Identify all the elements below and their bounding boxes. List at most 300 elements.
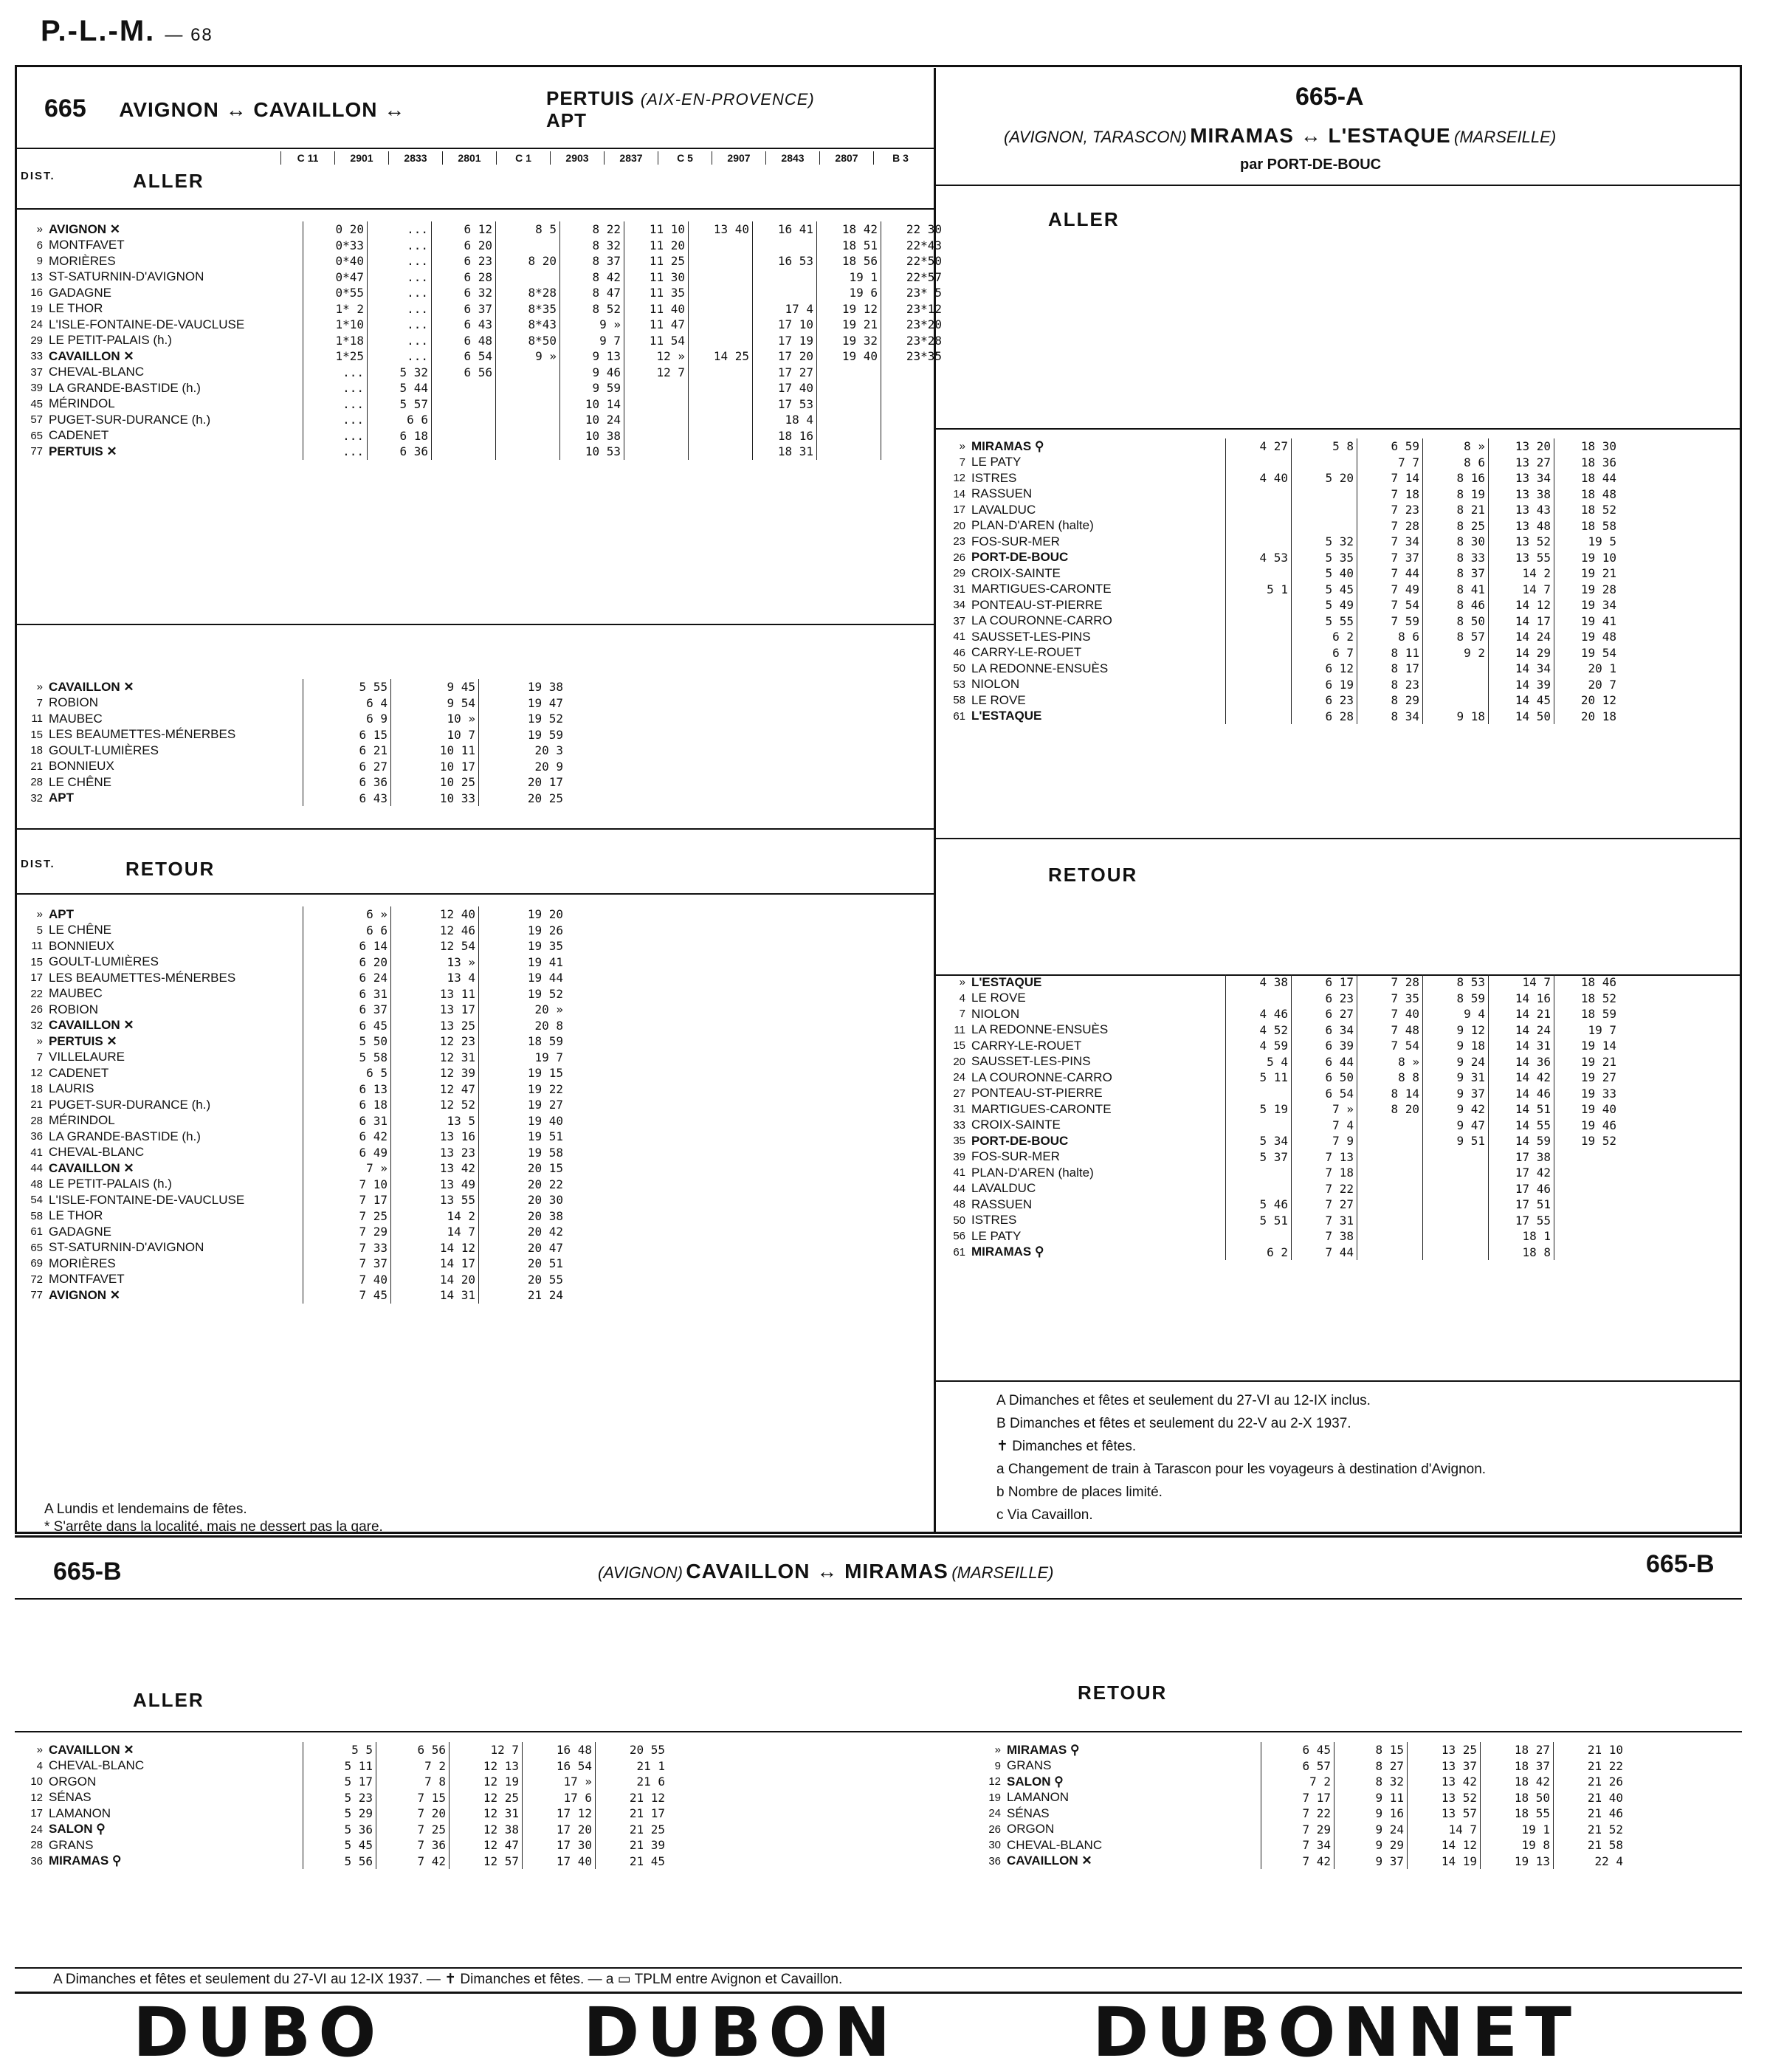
t665a-retour-table — [939, 974, 1619, 1260]
ad-word-3: DUBONNET — [1092, 1993, 1579, 2072]
timetable-row — [939, 661, 1619, 677]
train-number: C 5 — [658, 151, 712, 165]
time-cell: 13 11 — [391, 986, 479, 1002]
timetable-row — [939, 709, 1619, 725]
time-cell: 6 19 — [1292, 677, 1357, 693]
time-cell: 11 40 — [624, 301, 689, 317]
km-cell: 18 — [30, 1082, 43, 1095]
time-cell: 19 38 — [479, 679, 567, 695]
station-name: MIRAMAS ⚲ — [49, 1854, 122, 1868]
time-cell: 9 24 — [1334, 1822, 1408, 1838]
time-cell: 22*57 — [881, 269, 946, 286]
time-cell: 14 51 — [1489, 1101, 1554, 1118]
km-cell: 15 — [30, 955, 43, 968]
station-name: CAVAILLON ✕ — [49, 1742, 134, 1757]
time-cell: 5 5 — [303, 1742, 376, 1758]
timetable-row — [16, 285, 945, 301]
time-cell: 8 14 — [1357, 1086, 1423, 1102]
time-cell: 21 52 — [1554, 1822, 1627, 1838]
timetable-row — [939, 1228, 1619, 1245]
time-cell: 18 59 — [479, 1033, 567, 1050]
km-cell: 41 — [30, 1146, 43, 1159]
time-cell: ... — [303, 444, 368, 460]
time-cell: 7 37 — [1357, 550, 1423, 566]
time-cell: 18 50 — [1481, 1790, 1554, 1806]
time-cell: 8 29 — [1357, 692, 1423, 709]
km-cell: 28 — [30, 1839, 43, 1852]
timetable-row — [16, 1822, 668, 1838]
time-cell: 6 27 — [303, 759, 391, 775]
time-cell — [1292, 486, 1357, 503]
station-name: MAUBEC — [49, 711, 103, 726]
timetable-row — [16, 1033, 566, 1050]
time-cell: 5 17 — [303, 1774, 376, 1790]
station-name: ST-SATURNIN-D'AVIGNON — [49, 1240, 204, 1255]
time-cell: 5 57 — [368, 396, 432, 413]
time-cell: ... — [368, 238, 432, 254]
timetable-row — [16, 317, 945, 333]
time-cell — [1226, 613, 1292, 630]
time-cell: 8 » — [1423, 438, 1489, 455]
time-cell: 5 51 — [1226, 1213, 1292, 1229]
time-cell: 6 9 — [303, 711, 391, 727]
time-cell: 6 59 — [1357, 438, 1423, 455]
time-cell — [432, 380, 496, 396]
time-cell: 6 6 — [303, 923, 391, 939]
time-cell: 6 32 — [432, 285, 496, 301]
station-name: PERTUIS ✕ — [49, 1033, 117, 1048]
time-cell: 18 58 — [1554, 518, 1620, 534]
timetable-row — [16, 938, 566, 954]
time-cell: 14 19 — [1408, 1854, 1481, 1870]
time-cell: 5 45 — [303, 1837, 376, 1854]
time-cell: 14 2 — [391, 1208, 479, 1225]
timetable-row — [939, 1101, 1619, 1118]
time-cell: 14 50 — [1489, 709, 1554, 725]
time-cell: 7 34 — [1357, 534, 1423, 550]
timetable-row — [939, 1022, 1619, 1039]
time-cell: 17 46 — [1489, 1181, 1554, 1197]
company-name: P.-L.-M. — [41, 15, 156, 47]
timetable-row — [939, 629, 1619, 645]
time-cell: 8 17 — [1357, 661, 1423, 677]
station-name: L'ISLE-FONTAINE-DE-VAUCLUSE — [49, 317, 245, 331]
time-cell: 12 7 — [624, 365, 689, 381]
station-name: MONTFAVET — [49, 1272, 125, 1287]
time-cell: 6 5 — [303, 1065, 391, 1081]
km-cell: 24 — [953, 1071, 965, 1084]
time-cell: 7 36 — [376, 1837, 450, 1854]
t665b-route: (AVIGNON) CAVAILLON ↔ MIRAMAS (MARSEILLE) — [598, 1560, 1054, 1583]
time-cell: 6 34 — [1292, 1022, 1357, 1039]
km-cell: 48 — [953, 1198, 965, 1211]
time-cell: 6 2 — [1292, 629, 1357, 645]
station-name: AVIGNON ✕ — [49, 1287, 121, 1302]
time-cell — [1226, 1165, 1292, 1181]
t665-aller-table — [16, 221, 945, 460]
timetable-row — [16, 333, 945, 349]
time-cell: 6 43 — [303, 791, 391, 807]
time-cell: 7 20 — [376, 1806, 450, 1822]
km-cell: 4 — [959, 991, 965, 1005]
km-cell: 36 — [988, 1854, 1001, 1868]
time-cell: 7 40 — [1357, 1006, 1423, 1022]
timetable-row — [16, 791, 566, 807]
time-cell: 20 9 — [479, 759, 567, 775]
timetable-row — [939, 1038, 1619, 1054]
km-cell: 32 — [30, 1019, 43, 1032]
timetable-row — [939, 692, 1619, 709]
time-cell: 13 52 — [1489, 534, 1554, 550]
timetable-row — [939, 502, 1619, 518]
km-cell: 61 — [953, 709, 965, 723]
time-cell: 9 » — [496, 348, 560, 365]
time-cell: 21 1 — [596, 1758, 669, 1775]
time-cell — [1226, 455, 1292, 471]
km-cell: 17 — [30, 971, 43, 985]
time-cell: 10 17 — [391, 759, 479, 775]
time-cell: 6 13 — [303, 1081, 391, 1098]
timetable-row — [16, 412, 945, 428]
time-cell: 14 20 — [391, 1272, 479, 1288]
time-cell: 6 44 — [1292, 1054, 1357, 1070]
time-cell: 4 59 — [1226, 1038, 1292, 1054]
time-cell — [496, 365, 560, 381]
time-cell — [1357, 1133, 1423, 1149]
timetable-row — [974, 1742, 1626, 1758]
time-cell — [1423, 1149, 1489, 1166]
time-cell — [817, 365, 881, 381]
t665a-note-a: A Dimanches et fêtes et seulement du 27-VI au 12-IX inclus. — [996, 1393, 1371, 1408]
km-cell: 24 — [30, 1823, 43, 1836]
time-cell — [1357, 1181, 1423, 1197]
station-name: SAUSSET-LES-PINS — [971, 629, 1091, 644]
time-cell: 18 52 — [1554, 502, 1620, 518]
station-name: NIOLON — [971, 677, 1020, 692]
km-cell: 6 — [36, 238, 43, 252]
station-name: LE ROVE — [971, 991, 1026, 1005]
station-name: LAURIS — [49, 1081, 94, 1096]
station-name: MIRAMAS ⚲ — [971, 1245, 1044, 1259]
time-cell — [1554, 1228, 1620, 1245]
time-cell — [1226, 518, 1292, 534]
time-cell: 6 57 — [1261, 1758, 1334, 1775]
t665b-number: 665-B — [53, 1558, 122, 1586]
time-cell: 21 10 — [1554, 1742, 1627, 1758]
timetable-row — [939, 1118, 1619, 1134]
time-cell: 13 16 — [391, 1129, 479, 1145]
time-cell: 13 49 — [391, 1177, 479, 1193]
time-cell: 14 7 — [1408, 1822, 1481, 1838]
time-cell: 8*43 — [496, 317, 560, 333]
time-cell: 8 16 — [1423, 470, 1489, 486]
time-cell: 18 31 — [753, 444, 817, 460]
time-cell: 5 55 — [303, 679, 391, 695]
station-name: MARTIGUES-CARONTE — [971, 582, 1112, 596]
time-cell: 21 40 — [1554, 1790, 1627, 1806]
time-cell — [1226, 502, 1292, 518]
time-cell: 19 41 — [1554, 613, 1620, 630]
station-name: ROBION — [49, 695, 99, 710]
time-cell: 13 34 — [1489, 470, 1554, 486]
km-cell: » — [36, 1035, 43, 1048]
time-cell: 5 11 — [1226, 1070, 1292, 1086]
time-cell: 8 8 — [1357, 1070, 1423, 1086]
time-cell: 6 36 — [303, 774, 391, 791]
time-cell: 9 24 — [1423, 1054, 1489, 1070]
timetable-row — [16, 923, 566, 939]
time-cell — [1226, 692, 1292, 709]
time-cell: 6 45 — [303, 1018, 391, 1034]
time-cell: 13 55 — [1489, 550, 1554, 566]
train-number: 2907 — [712, 151, 765, 165]
time-cell — [432, 444, 496, 460]
time-cell: 12 40 — [391, 906, 479, 923]
time-cell: 8 19 — [1423, 486, 1489, 503]
km-cell: 26 — [953, 551, 965, 564]
time-cell — [1357, 1197, 1423, 1213]
timetable-row — [16, 1081, 566, 1098]
time-cell: 7 44 — [1292, 1245, 1357, 1261]
time-cell: 18 42 — [1481, 1774, 1554, 1790]
station-name: AVIGNON ✕ — [49, 221, 121, 236]
time-cell: 7 10 — [303, 1177, 391, 1193]
timetable-row — [939, 1181, 1619, 1197]
time-cell: 7 25 — [376, 1822, 450, 1838]
time-cell — [753, 269, 817, 286]
time-cell: 8 5 — [496, 221, 560, 238]
km-cell: 12 — [30, 1791, 43, 1804]
timetable-row — [939, 1070, 1619, 1086]
time-cell — [1423, 1197, 1489, 1213]
km-cell: 9 — [36, 255, 43, 268]
km-cell: 44 — [953, 1182, 965, 1195]
station-name: CHEVAL-BLANC — [49, 1758, 145, 1773]
time-cell — [1554, 1197, 1620, 1213]
time-cell: 8 15 — [1334, 1742, 1408, 1758]
timetable-row — [939, 645, 1619, 661]
time-cell: 19 41 — [479, 954, 567, 971]
km-cell: 61 — [30, 1225, 43, 1239]
km-cell: 7 — [959, 455, 965, 469]
time-cell: 20 25 — [479, 791, 567, 807]
km-cell: 16 — [30, 286, 43, 300]
time-cell — [624, 412, 689, 428]
t665a-retour-label: RETOUR — [1048, 864, 1138, 886]
time-cell: 9 16 — [1334, 1806, 1408, 1822]
time-cell: 13 38 — [1489, 486, 1554, 503]
time-cell: 12 25 — [450, 1790, 523, 1806]
km-cell: 9 — [994, 1759, 1001, 1772]
km-cell: 7 — [959, 1008, 965, 1021]
time-cell: 12 52 — [391, 1097, 479, 1113]
time-cell — [1423, 661, 1489, 677]
time-cell: 19 35 — [479, 938, 567, 954]
timetable-row — [974, 1837, 1626, 1854]
timetable-row — [16, 1224, 566, 1240]
time-cell: ... — [303, 396, 368, 413]
station-name: GRANS — [1007, 1758, 1052, 1773]
t665-retour-label: RETOUR — [125, 858, 216, 880]
time-cell: 7 34 — [1261, 1837, 1334, 1854]
time-cell: 19 12 — [817, 301, 881, 317]
station-name: ST-SATURNIN-D'AVIGNON — [49, 269, 204, 284]
time-cell — [881, 428, 946, 444]
time-cell: 19 1 — [817, 269, 881, 286]
station-name: LE PATY — [971, 1228, 1022, 1243]
timetable-row — [939, 582, 1619, 598]
station-name: APT — [49, 906, 74, 921]
time-cell — [1357, 1149, 1423, 1166]
time-cell: 19 21 — [1554, 565, 1620, 582]
time-cell: 13 42 — [1408, 1774, 1481, 1790]
time-cell: 19 40 — [817, 348, 881, 365]
time-cell: 7 17 — [1261, 1790, 1334, 1806]
time-cell: 7 » — [303, 1160, 391, 1177]
time-cell — [689, 301, 753, 317]
station-name: ORGON — [1007, 1822, 1055, 1837]
time-cell: 9 18 — [1423, 709, 1489, 725]
time-cell: 19 52 — [479, 986, 567, 1002]
time-cell: 9 13 — [560, 348, 624, 365]
station-name: SALON ⚲ — [49, 1822, 106, 1837]
time-cell: 18 4 — [753, 412, 817, 428]
time-cell: 19 27 — [1554, 1070, 1620, 1086]
station-name: CROIX-SAINTE — [971, 1118, 1061, 1132]
time-cell: 12 19 — [450, 1774, 523, 1790]
station-name: MONTFAVET — [49, 238, 125, 252]
time-cell: 16 48 — [523, 1742, 596, 1758]
time-cell: 17 38 — [1489, 1149, 1554, 1166]
time-cell: 4 38 — [1226, 974, 1292, 991]
time-cell: 14 16 — [1489, 991, 1554, 1007]
time-cell: 17 12 — [523, 1806, 596, 1822]
train-number: 2801 — [442, 151, 496, 165]
time-cell: 14 12 — [391, 1240, 479, 1256]
km-cell: 35 — [953, 1135, 965, 1148]
time-cell: 8 59 — [1423, 991, 1489, 1007]
timetable-row — [974, 1774, 1626, 1790]
time-cell: 19 33 — [1554, 1086, 1620, 1102]
page-header: P.-L.-M. — 68 — [41, 15, 213, 47]
km-cell: 12 — [988, 1775, 1001, 1789]
time-cell: 12 46 — [391, 923, 479, 939]
station-name: BONNIEUX — [49, 759, 114, 774]
km-cell: 26 — [988, 1823, 1001, 1836]
time-cell: 14 24 — [1489, 629, 1554, 645]
time-cell: 13 27 — [1489, 455, 1554, 471]
time-cell: 22*50 — [881, 253, 946, 269]
time-cell: 8 20 — [1357, 1101, 1423, 1118]
time-cell: 10 33 — [391, 791, 479, 807]
km-cell: 45 — [30, 397, 43, 410]
time-cell: 8 47 — [560, 285, 624, 301]
km-cell: 77 — [30, 1289, 43, 1302]
time-cell: 19 13 — [1481, 1854, 1554, 1870]
time-cell: 7 22 — [1292, 1181, 1357, 1197]
time-cell — [1226, 534, 1292, 550]
t665a-note-c: c Via Cavaillon. — [996, 1507, 1093, 1523]
time-cell: 20 3 — [479, 743, 567, 759]
timetable-row — [939, 486, 1619, 503]
time-cell: 12 39 — [391, 1065, 479, 1081]
time-cell: 18 16 — [753, 428, 817, 444]
time-cell: 14 29 — [1489, 645, 1554, 661]
km-cell: 31 — [953, 582, 965, 596]
timetable-row — [16, 396, 945, 413]
time-cell: ... — [303, 380, 368, 396]
t665a-note-b-lower: b Nombre de places limité. — [996, 1484, 1163, 1500]
time-cell: 8 53 — [1423, 974, 1489, 991]
time-cell: 18 27 — [1481, 1742, 1554, 1758]
time-cell: 21 46 — [1554, 1806, 1627, 1822]
km-cell: 37 — [30, 365, 43, 379]
time-cell: 6 27 — [1292, 1006, 1357, 1022]
time-cell: 9 45 — [391, 679, 479, 695]
timetable-row — [16, 727, 566, 743]
time-cell: 8 37 — [560, 253, 624, 269]
time-cell: 7 31 — [1292, 1213, 1357, 1229]
time-cell: 14 2 — [1489, 565, 1554, 582]
time-cell: 23*20 — [881, 317, 946, 333]
train-number: 2837 — [604, 151, 658, 165]
time-cell — [1423, 1165, 1489, 1181]
time-cell: 8 52 — [560, 301, 624, 317]
station-name: FOS-SUR-MER — [971, 1149, 1060, 1164]
time-cell: 10 » — [391, 711, 479, 727]
time-cell: 14 31 — [1489, 1038, 1554, 1054]
time-cell: 5 20 — [1292, 470, 1357, 486]
timetable-row — [16, 679, 566, 695]
t665-header — [44, 94, 405, 123]
time-cell — [1226, 709, 1292, 725]
time-cell: 7 23 — [1357, 502, 1423, 518]
time-cell: 7 8 — [376, 1774, 450, 1790]
time-cell: 14 36 — [1489, 1054, 1554, 1070]
timetable-row — [939, 597, 1619, 613]
station-name: CAVAILLON ✕ — [1007, 1854, 1092, 1868]
t665b-number-right: 665-B — [1646, 1550, 1715, 1578]
station-name: MÉRINDOL — [49, 396, 115, 411]
station-name: MARTIGUES-CARONTE — [971, 1101, 1112, 1116]
time-cell — [689, 444, 753, 460]
km-cell: 26 — [30, 1003, 43, 1016]
timetable-row — [16, 1256, 566, 1272]
timetable-row — [16, 1113, 566, 1129]
time-cell: 23* 5 — [881, 285, 946, 301]
timetable-row — [16, 348, 945, 365]
page-number: 68 — [190, 25, 213, 45]
timetable-row — [16, 1208, 566, 1225]
time-cell: 20 42 — [479, 1224, 567, 1240]
time-cell: 20 55 — [596, 1742, 669, 1758]
km-cell: 17 — [30, 1807, 43, 1820]
time-cell: 6 24 — [303, 970, 391, 986]
station-name: GADAGNE — [49, 285, 112, 300]
time-cell — [496, 269, 560, 286]
time-cell: 11 25 — [624, 253, 689, 269]
timetable-row — [16, 238, 945, 254]
timetable-row — [16, 695, 566, 712]
time-cell: 19 7 — [479, 1050, 567, 1066]
time-cell: 12 31 — [450, 1806, 523, 1822]
t665-aller-label: ALLER — [133, 170, 204, 192]
time-cell: 20 18 — [1554, 709, 1620, 725]
timetable-row — [939, 991, 1619, 1007]
time-cell: 21 22 — [1554, 1758, 1627, 1775]
km-cell: 15 — [30, 728, 43, 741]
t665b-aller-label: ALLER — [133, 1689, 204, 1711]
